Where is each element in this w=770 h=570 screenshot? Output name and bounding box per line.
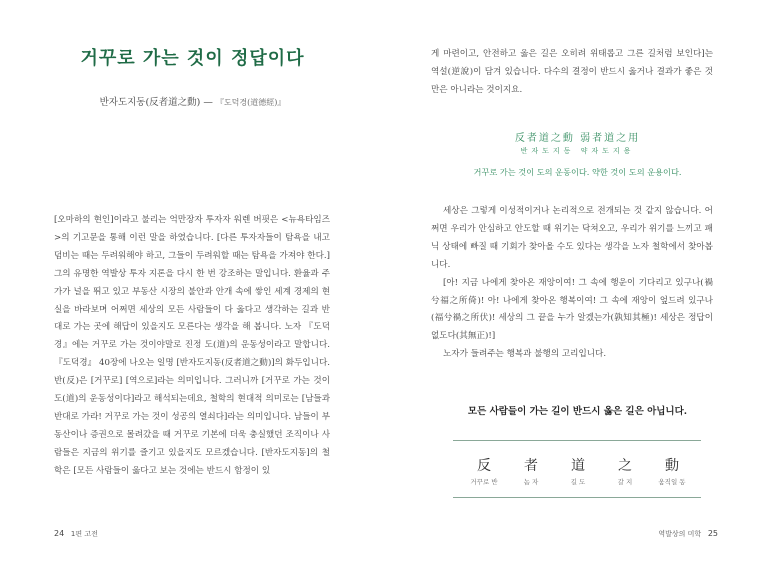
right-footer xyxy=(658,529,718,539)
right-page xyxy=(385,0,770,570)
right-top-text xyxy=(431,46,713,100)
body-paragraph: [아! 지금 나에게 찾아온 재앙이여! 그 속에 행운이 기다리고 있구나(禍兮福之所倚)! 아! 나에게 찾아온 행복이여! 그 속에 재앙이 엎드려 있구나(福兮禍之所伏)! 세상의 그 끝을 누가 알겠는가(孰知其極)! 세상은 정답이 없도다(其無正)!] xyxy=(431,277,713,342)
hanja-gloss: 거꾸로 반 xyxy=(470,478,498,486)
key-message: 모든 사람들이 가는 길이 반드시 옳은 길은 아닙니다. xyxy=(467,406,688,417)
body-paragraph: [오마하의 현인]이라고 불리는 억만장자 투자자 워렌 버핏은 <뉴욕타임즈>의 기고문을 통해 이런 말을 하였습니다. [다른 투자자들이 탐욕을 내고 덤비는 때는 두려워해야 하고, 그들이 두려워할 때는 탐욕을 가져야 한다.] 그의 유명한 역발상 투자 지론을 다시 한 번 강조하는 말입니다. 환율과 주가가 널을 뛰고 있고 부동산 시장의 불안과 안개 속에 쌓인 세계 경제의 현실을 바라보며 어쩌면 세상의 모든 사람들이 다 옳다고 생각하는 길과 반대로 가는 곳에 해답이 있을지도 모른다는 생각을 해 봅니다. 노자 『도덕경』에는 거꾸로 가는 것이야말로 진정 도(道)의 운동성이라고 말합니다. 『도덕경』 40장에 나오는 일명 [반자도지동(反者道之動)]의 화두입니다. 반(反)은 [거꾸로] [역으로]라는 의미입니다. 그러니까 [거꾸로 가는 것이 도(道)의 운동성이다]라고 해석되는데요, 철학의 현대적 의미로는 [남들과 반대로 가라! 거꾸로 가는 것이 성공의 열쇠다]라는 의미입니다. 남들이 부동산이나 증권으로 몰려갔을 때 거꾸로 기본에 더욱 충실했던 조직이나 사람들은 지금의 위기를 즐기고 있을지도 모르겠습니다. [반자도지동]의 철학은 [모든 사람들이 옳다고 보는 것에는 반드시 함정이 있 xyxy=(54,215,330,476)
subtitle-source: 『도덕경(道德經)』 xyxy=(215,98,286,107)
hanja-char: 道 xyxy=(571,458,585,474)
hanja-gloss: 길 도 xyxy=(570,478,586,486)
hanja-char: 動 xyxy=(665,458,679,474)
body-paragraph: 노자가 들려주는 행복과 불행의 고리입니다. xyxy=(443,349,607,360)
body-paragraph: 세상은 그렇게 이성적이거나 논리적으로 전개되는 것 같지 않습니다. 어쩌면 우리가 안심하고 안도할 때 위기는 닥쳐오고, 우리가 위기를 느끼고 패닉 상태에 빠질 때 기회가 찾아올 수도 있다는 생각을 노자 철학에서 찾아봅니다. xyxy=(431,206,713,270)
hanja-gloss: 움직일 동 xyxy=(658,478,686,486)
hanja-char: 之 xyxy=(618,458,632,474)
chapter-title: 거꾸로 가는 것이 정답이다 xyxy=(80,48,305,69)
page-number: 24 xyxy=(54,529,65,538)
hanja-gloss: 갈 지 xyxy=(617,478,633,486)
right-body-text xyxy=(431,203,713,364)
body-paragraph: 게 마련이고, 안전하고 옳은 길은 오히려 위태롭고 그른 길처럼 보인다]는 역설(逆說)이 담겨 있습니다. 다수의 결정이 반드시 옳거나 결과가 좋은 것만은 아니라는 것이지요. xyxy=(431,49,713,95)
hanja-char: 者 xyxy=(524,458,538,474)
quote-translation: 거꾸로 가는 것이 도의 운동이다. 약한 것이 도의 운용이다. xyxy=(473,167,682,177)
chapter-subtitle xyxy=(0,94,385,108)
quote-hanja: 反者道之動 弱者道之用 xyxy=(514,133,641,144)
hanja-row xyxy=(453,455,701,474)
subtitle-phrase: 반자도지동(反者道之動) — xyxy=(99,97,213,108)
hanja-gloss-box xyxy=(453,440,701,498)
left-body-text xyxy=(54,212,330,481)
section-label: 1편 고전 xyxy=(70,530,98,538)
left-footer xyxy=(54,529,98,539)
gloss-row xyxy=(453,477,701,487)
quote-hangul: 반자도지동 약자도지용 xyxy=(520,147,635,155)
book-section-title: 역발상의 미학 xyxy=(658,530,702,538)
hanja-char: 反 xyxy=(477,458,491,474)
page-number: 25 xyxy=(707,529,718,538)
hanja-gloss: 놈 자 xyxy=(523,478,539,486)
